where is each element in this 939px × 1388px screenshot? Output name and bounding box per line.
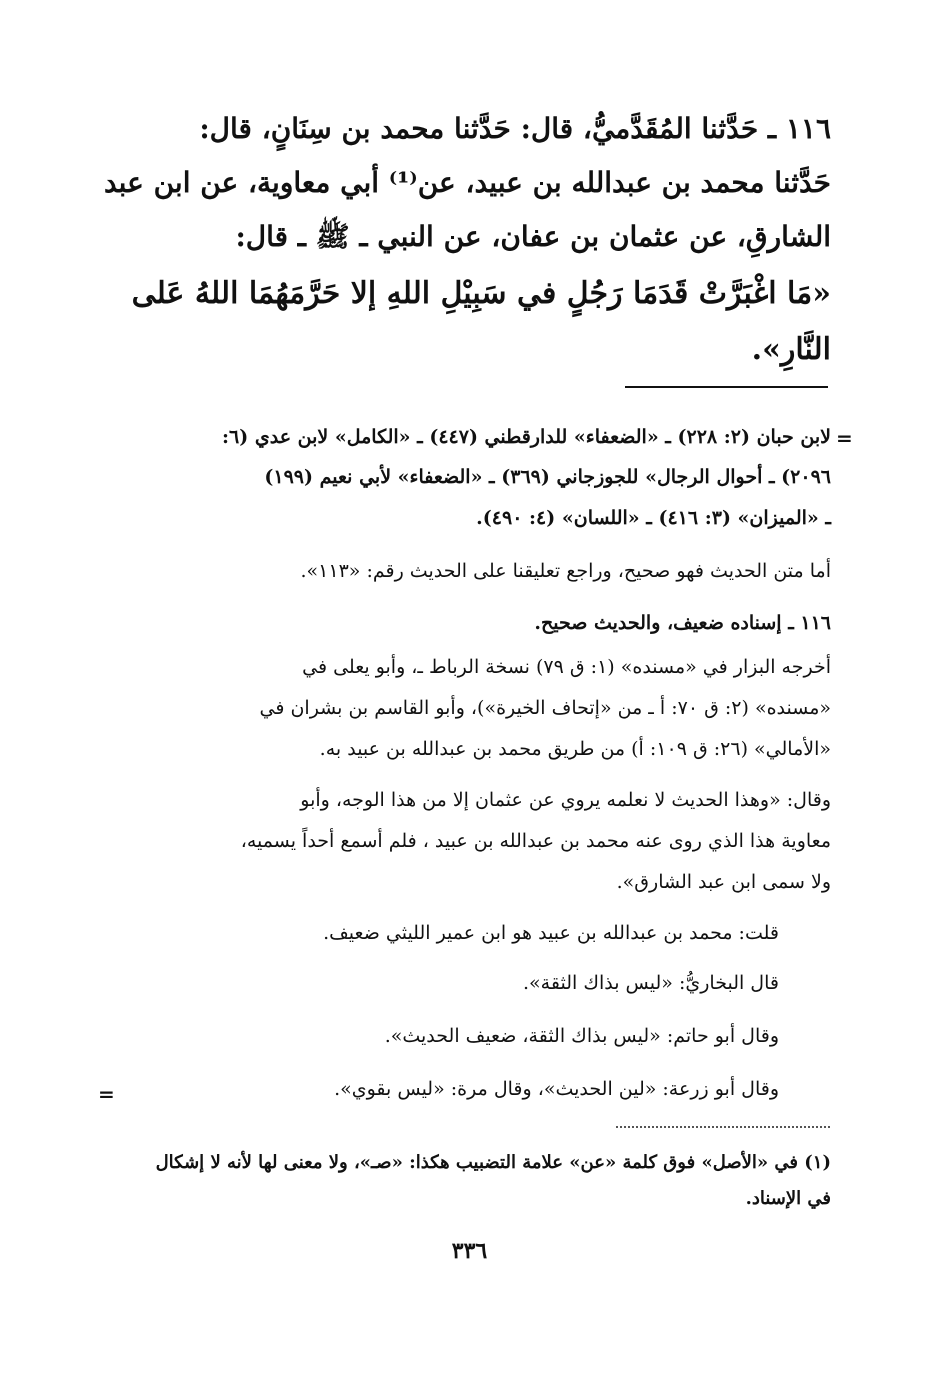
note-verdict-line-1: قلت: محمد بن عبدالله بن عبيد هو ابن عمير الليثي ضعيف.	[323, 922, 779, 944]
hadith-line-1: ١١٦ ـ حَدَّثنا المُقَدَّميُّ، قال: حَدَّثنا محمد بن سِنَانٍ، قال:	[199, 112, 831, 145]
hadith-line-3: الشارقِ، عن عثمان بن عفان، عن النبي ـ ﷺ ـ قال:	[235, 220, 831, 253]
footnote-line-1: (١) في «الأصل» فوق كلمة «عن» علامة التضبيب هكذا: «صـ»، ولا معنى لها لأنه لا إشكال	[155, 1152, 831, 1173]
footnote-line-2: في الإسناد.	[745, 1188, 831, 1209]
note-takhrij-line-1: أخرجه البزار في «مسنده» (١: ق ٧٩) نسخة الرباط ـ، وأبو يعلى في	[302, 656, 831, 678]
continuation-marker: =	[836, 426, 853, 450]
hadith-line-2: حَدَّثنا محمد بن عبدالله بن عبيد، عن⁽¹⁾ أبي معاوية، عن ابن عبد	[103, 166, 831, 199]
note-verdict-line-4: وقال أبو زرعة: «لين الحديث»، وقال مرة: «ليس بقوي».	[334, 1078, 779, 1100]
note-matn: أما متن الحديث فهو صحيح، وراجع تعليقنا على الحديث رقم: «١١٣».	[300, 560, 831, 582]
note-bazzar-line-2: معاوية هذا الذي روى عنه محمد بن عبدالله بن عبيد ، فلم أسمع أحداً يسميه،	[240, 830, 831, 852]
note-verdict-line-3: وقال أبو حاتم: «ليس بذاك الثقة، ضعيف الحديث».	[384, 1025, 779, 1047]
note-bazzar-line-3: ولا سمى ابن عبد الشارق».	[616, 871, 831, 893]
continues-marker: =	[98, 1082, 115, 1106]
note-bazzar-line-1: وقال: «وهذا الحديث لا نعلمه يروي عن عثمان إلا من هذا الوجه، وأبو	[300, 789, 831, 811]
footnote-separator	[616, 1126, 830, 1128]
note-carry-line-1: لابن حبان (٢: ٢٢٨) ـ «الضعفاء» للدارقطني (٤٤٧) ـ «الكامل» لابن عدي (٦:	[222, 426, 831, 448]
note-verdict-line-2: قال البخاريُّ: «ليس بذاك الثقة».	[523, 972, 779, 994]
page-number: ٣٣٦	[451, 1238, 488, 1264]
note-takhrij-line-3: «الأمالي» (٢٦: ق ١٠٩: أ) من طريق محمد بن عبدالله بن عبيد به.	[319, 738, 831, 760]
note-takhrij-line-2: «مسنده» (٢: ق ٧٠: أ ـ من «إتحاف الخيرة»)، وأبو القاسم بن بشران في	[259, 697, 831, 719]
note-carry-line-3: ـ «الميزان» (٣: ٤١٦) ـ «اللسان» (٤: ٤٩٠).	[476, 507, 831, 529]
note-grade-heading: ١١٦ ـ إسناده ضعيف، والحديث صحيح.	[534, 612, 831, 634]
hadith-matn-line-1: «مَا اغْبَرَّتْ قَدَمَا رَجُلٍ في سَبِيْلِ اللهِ إلا حَرَّمَهُمَا اللهُ عَلى	[131, 276, 831, 311]
notes-separator	[625, 386, 828, 388]
hadith-matn-line-2: النَّارِ».	[751, 332, 831, 367]
note-carry-line-2: ٢٠٩٦) ـ أحوال الرجال» للجوزجاني (٣٦٩) ـ «الضعفاء» لأبي نعيم (١٩٩)	[264, 466, 831, 488]
